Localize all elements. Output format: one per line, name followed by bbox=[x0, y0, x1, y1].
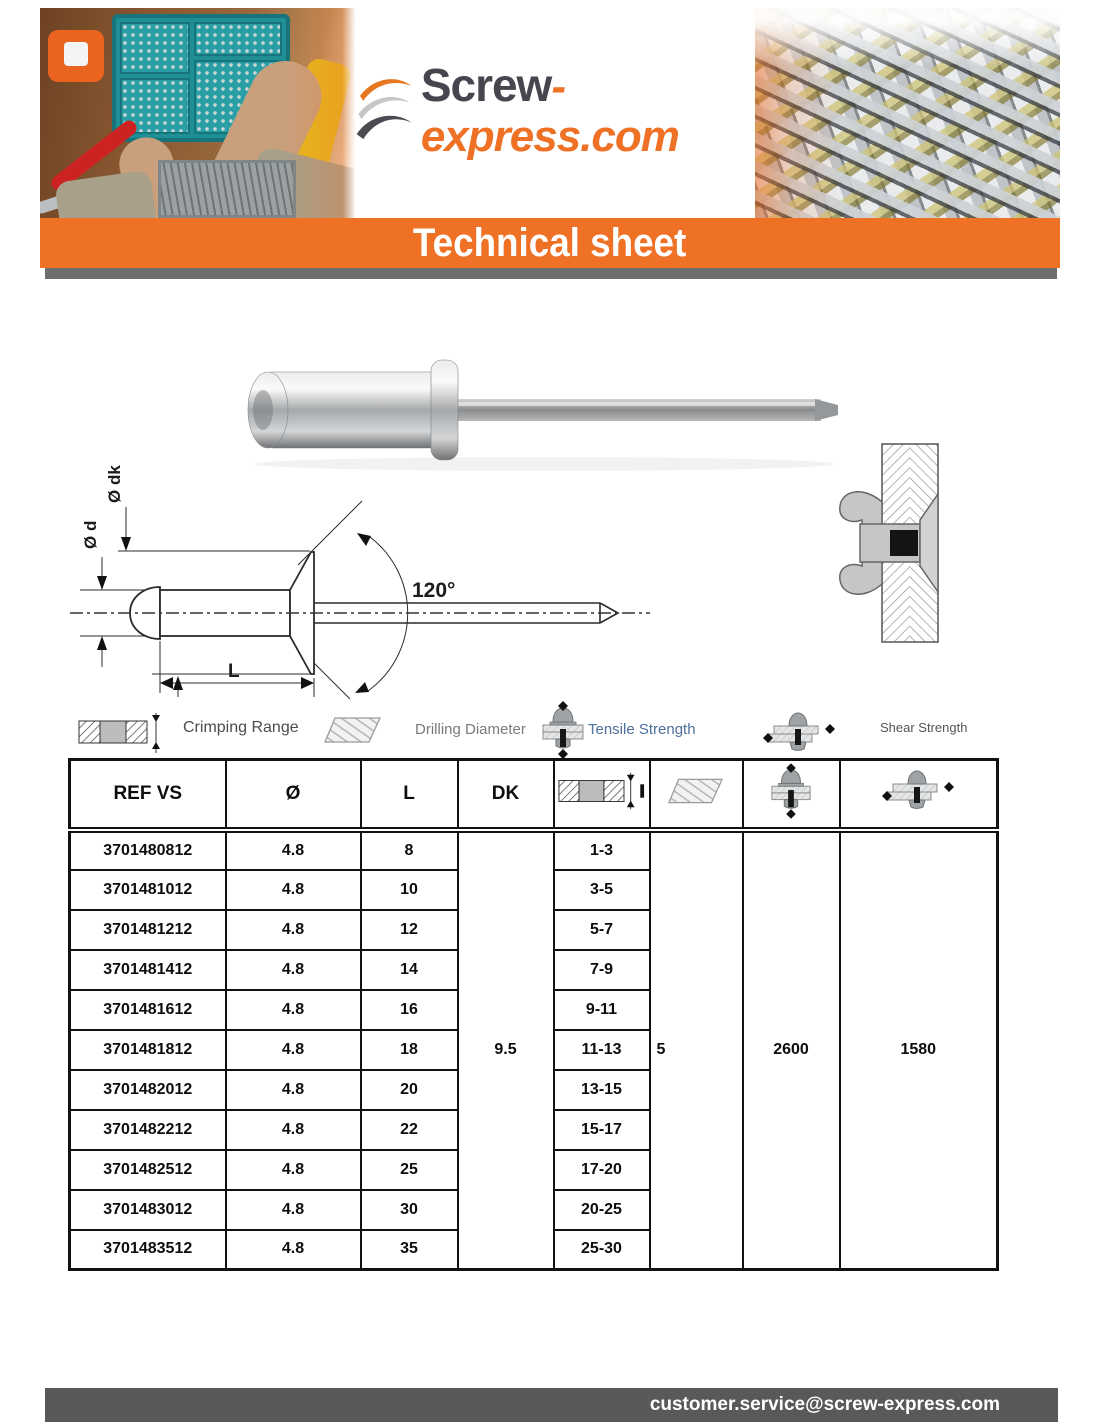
footer-bar bbox=[45, 1388, 1058, 1422]
ref-cell: 3701481412 bbox=[70, 950, 226, 990]
crimping-range-icon bbox=[78, 712, 164, 754]
page-title: Technical sheet bbox=[413, 220, 687, 265]
col-header-length: L bbox=[361, 760, 458, 830]
customer-service-email-link[interactable]: customer.service@screw-express.com bbox=[649, 1394, 1000, 1415]
sleeve-photo-element bbox=[243, 145, 355, 218]
crimping-range-cell: 7-9 bbox=[554, 950, 650, 990]
diameter-cell: 4.8 bbox=[226, 1190, 361, 1230]
length-cell: 18 bbox=[361, 1030, 458, 1070]
crimping-range-cell: 13-15 bbox=[554, 1070, 650, 1110]
table-header-row bbox=[70, 760, 998, 830]
diameter-cell: 4.8 bbox=[226, 1230, 361, 1270]
hand-photo-element bbox=[112, 130, 197, 218]
ref-cell: 3701481812 bbox=[70, 1030, 226, 1070]
screwdriver-photo-element bbox=[48, 118, 139, 194]
angle-label: 120° bbox=[412, 579, 456, 602]
diameter-cell: 4.8 bbox=[226, 870, 361, 910]
tensile-strength-icon bbox=[540, 701, 586, 759]
crimping-range-cell: 5-7 bbox=[554, 910, 650, 950]
header-photo-workbench bbox=[40, 8, 355, 218]
crimping-range-icon bbox=[558, 770, 646, 812]
length-cell: 16 bbox=[361, 990, 458, 1030]
screw-tray-photo-element bbox=[158, 160, 296, 218]
specification-table bbox=[68, 758, 999, 1271]
diameter-cell: 4.8 bbox=[226, 1030, 361, 1070]
length-cell: 35 bbox=[361, 1230, 458, 1270]
drilling-diameter-label: Drilling Diameter bbox=[415, 721, 526, 738]
wrench-photo-element bbox=[40, 177, 120, 215]
shear-strength-icon bbox=[881, 768, 955, 814]
diameter-cell: 4.8 bbox=[226, 1150, 361, 1190]
ref-cell: 3701481012 bbox=[70, 870, 226, 910]
hand-photo-element bbox=[194, 49, 333, 218]
col-header-diameter: Ø bbox=[226, 760, 361, 830]
crimping-range-cell: 15-17 bbox=[554, 1110, 650, 1150]
length-cell: 8 bbox=[361, 830, 458, 870]
table-row bbox=[70, 830, 998, 870]
shear-strength-icon bbox=[762, 710, 836, 756]
screw-express-swoosh-logo-icon bbox=[355, 67, 415, 153]
brand-name-orange: -express.com bbox=[420, 62, 679, 161]
length-cell: 12 bbox=[361, 910, 458, 950]
ref-cell: 3701481212 bbox=[70, 910, 226, 950]
tape-measure-photo-element bbox=[48, 30, 104, 82]
ref-cell: 3701482212 bbox=[70, 1110, 226, 1150]
ref-cell: 3701481612 bbox=[70, 990, 226, 1030]
diameter-cell: 4.8 bbox=[226, 950, 361, 990]
tensile-strength-merged-cell: 2600 bbox=[743, 830, 840, 1270]
crimping-range-cell: 25-30 bbox=[554, 1230, 650, 1270]
drill-photo-element bbox=[283, 56, 353, 175]
diameter-dk-label: Ø dk bbox=[105, 465, 124, 503]
col-header-ref: REF VS bbox=[70, 760, 226, 830]
installed-rivet-cross-section bbox=[830, 438, 955, 648]
tensile-strength-icon bbox=[769, 763, 813, 819]
crimping-range-cell: 17-20 bbox=[554, 1150, 650, 1190]
screw-organizer-photo-element bbox=[112, 14, 290, 142]
diameter-cell: 4.8 bbox=[226, 990, 361, 1030]
drilling-diameter-icon bbox=[323, 716, 383, 744]
drilling-diameter-icon bbox=[667, 777, 725, 805]
length-label: L bbox=[228, 661, 240, 682]
crimping-range-cell: 9-11 bbox=[554, 990, 650, 1030]
ref-cell: 3701482512 bbox=[70, 1150, 226, 1190]
crimping-range-cell: 1-3 bbox=[554, 830, 650, 870]
crimping-range-label: Crimping Range bbox=[183, 719, 299, 736]
banner-divider-line bbox=[45, 268, 1057, 279]
logo-area bbox=[355, 8, 755, 218]
diameter-cell: 4.8 bbox=[226, 910, 361, 950]
title-banner bbox=[40, 218, 1060, 268]
crimping-range-cell: 3-5 bbox=[554, 870, 650, 910]
col-header-shear-strength bbox=[840, 760, 998, 830]
brand-name-dark: Screw bbox=[420, 59, 552, 111]
length-cell: 20 bbox=[361, 1070, 458, 1110]
shear-strength-label: Shear Strength bbox=[880, 720, 968, 735]
ref-cell: 3701482012 bbox=[70, 1070, 226, 1110]
header-photo-screws-pile bbox=[755, 8, 1060, 218]
length-cell: 22 bbox=[361, 1110, 458, 1150]
col-header-crimping-range bbox=[554, 760, 650, 830]
diameter-cell: 4.8 bbox=[226, 1110, 361, 1150]
length-cell: 25 bbox=[361, 1150, 458, 1190]
ref-cell: 3701483512 bbox=[70, 1230, 226, 1270]
ref-cell: 3701480812 bbox=[70, 830, 226, 870]
ref-cell: 3701483012 bbox=[70, 1190, 226, 1230]
drilling-diameter-merged-cell: 5 bbox=[650, 830, 743, 1270]
sleeve-photo-element bbox=[54, 170, 157, 218]
length-cell: 14 bbox=[361, 950, 458, 990]
length-cell: 10 bbox=[361, 870, 458, 910]
rivet-dimension-diagram bbox=[60, 445, 660, 700]
length-cell: 30 bbox=[361, 1190, 458, 1230]
shear-strength-merged-cell: 1580 bbox=[840, 830, 998, 1270]
tensile-strength-label: Tensile Strength bbox=[588, 721, 696, 738]
col-header-drilling-diameter bbox=[650, 760, 743, 830]
col-header-tensile-strength bbox=[743, 760, 840, 830]
dk-merged-cell: 9.5 bbox=[458, 830, 554, 1270]
diameter-cell: 4.8 bbox=[226, 830, 361, 870]
crimping-range-cell: 20-25 bbox=[554, 1190, 650, 1230]
diameter-d-label: Ø d bbox=[81, 520, 100, 549]
diameter-cell: 4.8 bbox=[226, 1070, 361, 1110]
crimping-range-cell: 11-13 bbox=[554, 1030, 650, 1070]
col-header-dk: DK bbox=[458, 760, 554, 830]
